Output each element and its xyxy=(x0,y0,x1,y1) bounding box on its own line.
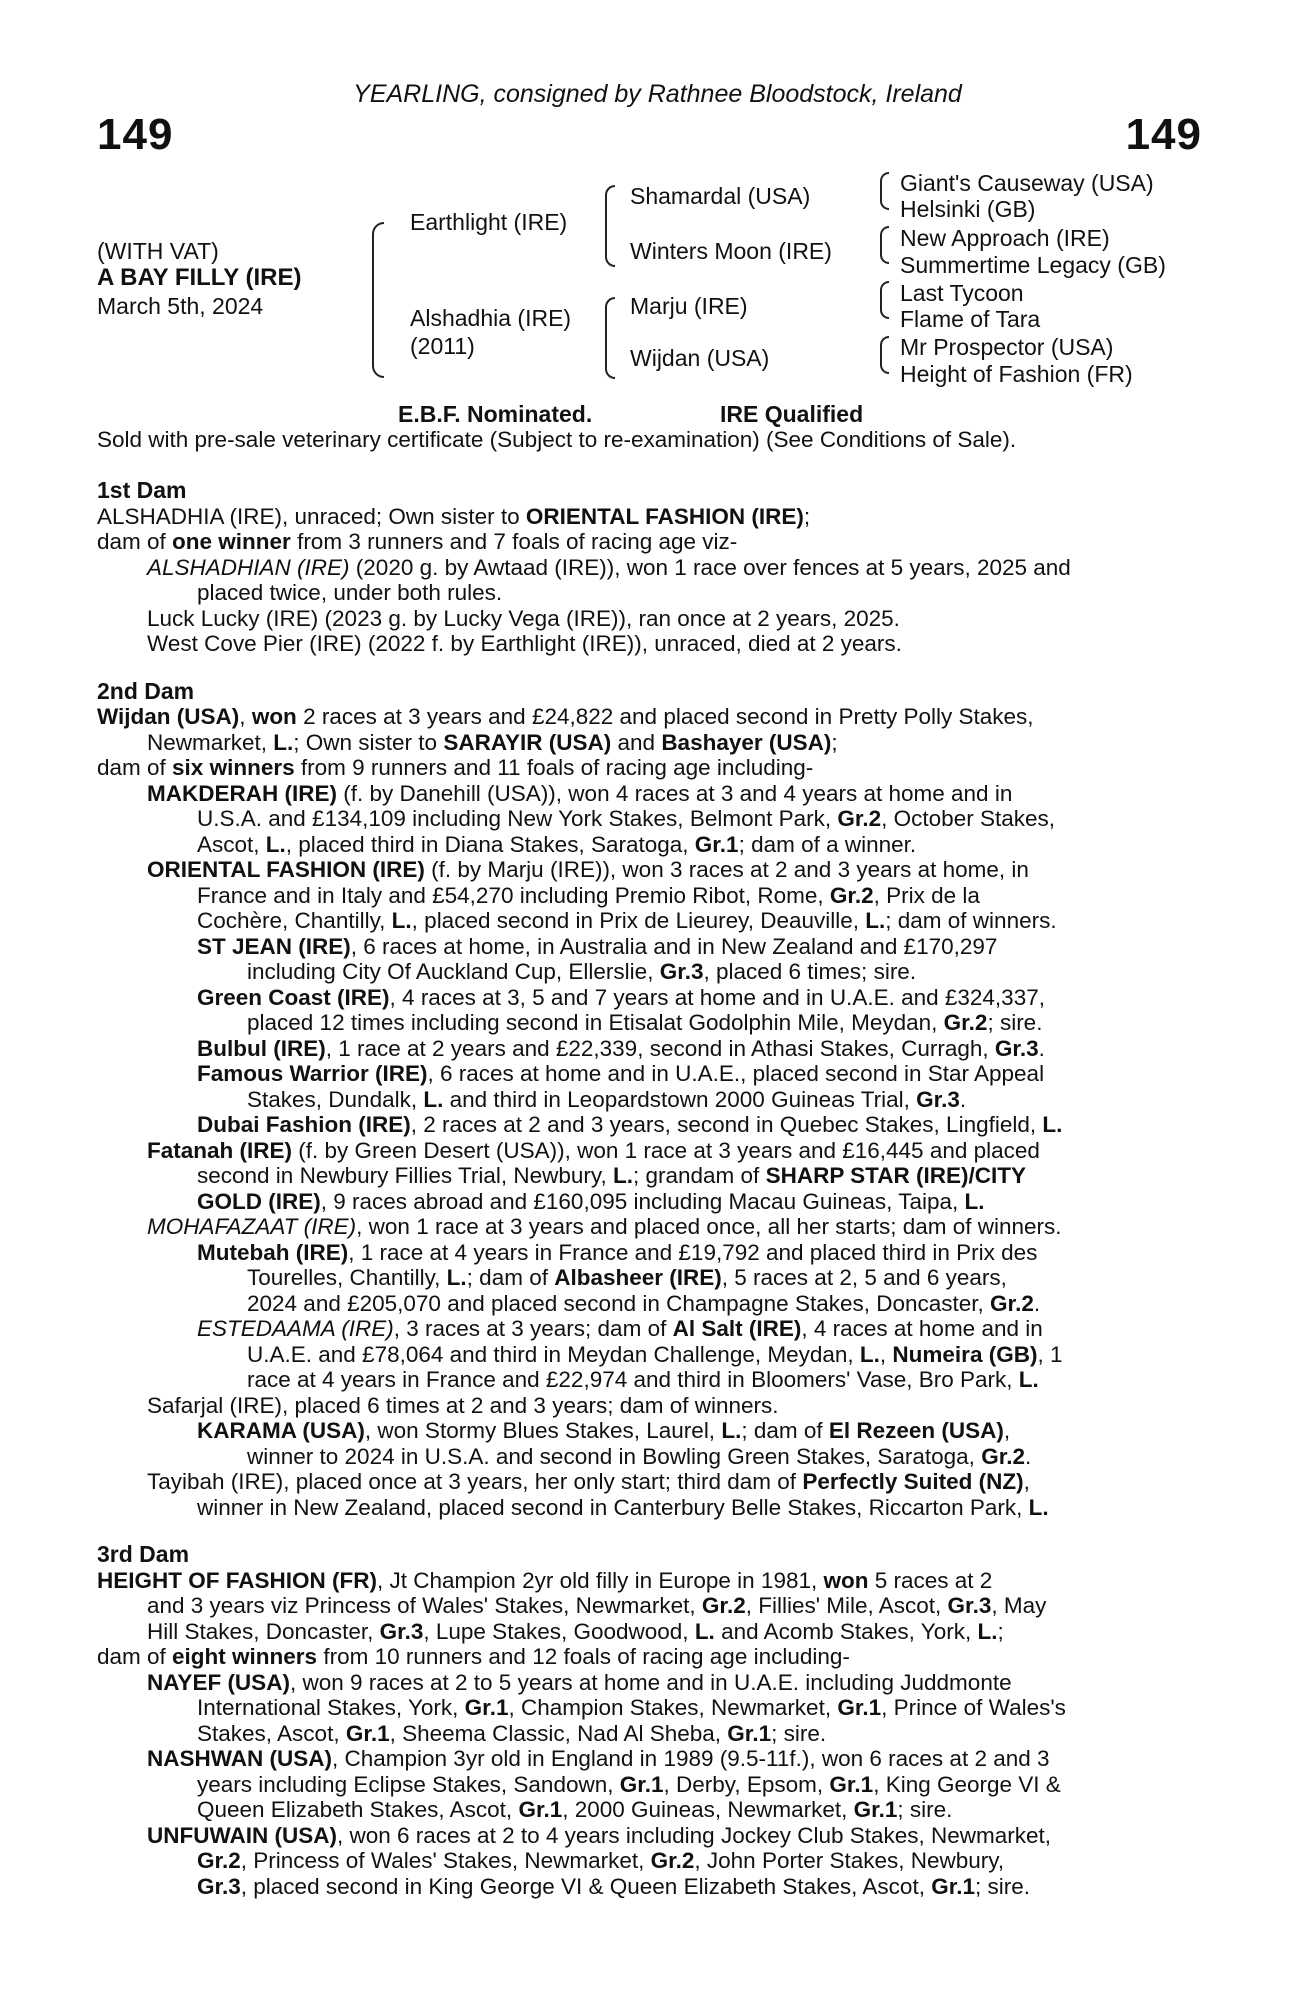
second-dam-line: Bulbul (IRE), 1 race at 2 years and £22,339, second in Athasi Stakes, Curragh, Gr.3. xyxy=(197,1035,1045,1061)
lot-number-left: 149 xyxy=(97,110,174,159)
dam: Alshadhia (IRE) xyxy=(410,305,572,331)
second-dam-line: France and in Italy and £54,270 including Premio Ribot, Rome, Gr.2, Prix de la xyxy=(197,882,980,908)
third-dam-line: Gr.3, placed second in King George VI & Queen Elizabeth Stakes, Ascot, Gr.1; sire. xyxy=(197,1873,1030,1899)
brace-4 xyxy=(880,172,889,210)
second-dam-line: Famous Warrior (IRE), 6 races at home and in U.A.E., placed second in Star Appeal xyxy=(197,1061,1045,1086)
brace-7 xyxy=(880,336,889,374)
ss-dam: Helsinki (GB) xyxy=(900,196,1036,222)
first-dam-line: ALSHADHIA (IRE), unraced; Own sister to ORIENTAL FASHION (IRE); xyxy=(97,503,811,529)
brace-2 xyxy=(605,185,615,267)
first-dam-line: Luck Lucky (IRE) (2023 g. by Lucky Vega (IRE)), ran once at 2 years, 2025. xyxy=(147,605,900,631)
second-dam-line: race at 4 years in France and £22,974 and third in Bloomers' Vase, Bro Park, L. xyxy=(247,1367,1039,1392)
second-dam-line: MOHAFAZAAT (IRE), won 1 race at 3 years and placed once, all her starts; dam of winners. xyxy=(147,1214,1062,1239)
second-dam-line: including City Of Auckland Cup, Ellerslie, Gr.3, placed 6 times; sire. xyxy=(247,959,917,984)
third-dam-line: years including Eclipse Stakes, Sandown, Gr.1, Derby, Epsom, Gr.1, King George VI & xyxy=(197,1771,1061,1797)
second-dam-line: KARAMA (USA), won Stormy Blues Stakes, Laurel, L.; dam of El Rezeen (USA), xyxy=(197,1418,1011,1443)
second-dam-line: ST JEAN (IRE), 6 races at home, in Australia and in New Zealand and £170,297 xyxy=(197,933,998,959)
brace-3 xyxy=(605,297,615,379)
second-dam-line: Cochère, Chantilly, L., placed second in Prix de Lieurey, Deauville, L.; dam of winners. xyxy=(197,908,1057,933)
third-dam-line: Gr.2, Princess of Wales' Stakes, Newmarket, Gr.2, John Porter Stakes, Newbury, xyxy=(197,1848,1005,1873)
second-dam-heading: 2nd Dam xyxy=(97,677,195,704)
third-dam-line: International Stakes, York, Gr.1, Champion Stakes, Newmarket, Gr.1, Prince of Wales's xyxy=(197,1695,1066,1720)
first-dam-line: dam of one winner from 3 runners and 7 foals of racing age viz- xyxy=(97,529,738,554)
lot-number-right: 149 xyxy=(1125,110,1202,159)
first-dam-line: West Cove Pier (IRE) (2022 f. by Earthlight (IRE)), unraced, died at 2 years. xyxy=(147,631,902,656)
second-dam-line: Mutebah (IRE), 1 race at 4 years in France and £19,792 and placed third in Prix des xyxy=(197,1239,1038,1265)
second-dam-line: MAKDERAH (IRE) (f. by Danehill (USA)), won 4 races at 3 and 4 years at home and in xyxy=(147,780,1013,806)
second-dam-line: GOLD (IRE), 9 races abroad and £160,095 including Macau Guineas, Taipa, L. xyxy=(197,1188,985,1214)
second-dam-line: placed 12 times including second in Etisalat Godolphin Mile, Meydan, Gr.2; sire. xyxy=(247,1010,1043,1035)
third-dam-line: Hill Stakes, Doncaster, Gr.3, Lupe Stakes, Goodwood, L. and Acomb Stakes, York, L.; xyxy=(147,1618,1004,1644)
sd-sire: New Approach (IRE) xyxy=(900,225,1110,251)
brace-6 xyxy=(880,281,889,319)
vat-note: (WITH VAT) xyxy=(97,238,219,264)
second-dam-line: U.S.A. and £134,109 including New York Stakes, Belmont Park, Gr.2, October Stakes, xyxy=(197,806,1055,831)
first-dam-heading: 1st Dam xyxy=(97,477,187,503)
second-dam-line: Dubai Fashion (IRE), 2 races at 2 and 3 years, second in Quebec Stakes, Lingfield, L. xyxy=(197,1112,1063,1137)
third-dam-line: Stakes, Ascot, Gr.1, Sheema Classic, Nad Al Sheba, Gr.1; sire. xyxy=(197,1720,827,1746)
second-dam-line: 2024 and £205,070 and placed second in Champagne Stakes, Doncaster, Gr.2. xyxy=(247,1290,1041,1316)
second-dam-line: Green Coast (IRE), 4 races at 3, 5 and 7 years at home and in U.A.E. and £324,337, xyxy=(197,984,1045,1010)
brace-1 xyxy=(372,222,384,378)
catalogue-body xyxy=(97,478,1207,1899)
horse-name: A BAY FILLY (IRE) xyxy=(97,264,302,291)
sire-dam: Winters Moon (IRE) xyxy=(630,238,832,264)
second-dam-line: Tayibah (IRE), placed once at 3 years, her only start; third dam of Perfectly Suited (NZ), xyxy=(147,1469,1030,1494)
second-dam-line: ESTEDAAMA (IRE), 3 races at 3 years; dam of Al Salt (IRE), 4 races at home and in xyxy=(197,1316,1043,1341)
second-dam-line: Wijdan (USA), won 2 races at 3 years and £24,822 and placed second in Pretty Polly Stakes, xyxy=(97,704,1034,729)
brace-5 xyxy=(880,226,889,264)
third-dam-line: dam of eight winners from 10 runners and 12 foals of racing age including- xyxy=(97,1644,850,1669)
third-dam-heading: 3rd Dam xyxy=(97,1541,190,1567)
second-dam-line: Tourelles, Chantilly, L.; dam of Albasheer (IRE), 5 races at 2, 5 and 6 years, xyxy=(247,1265,1007,1290)
third-dam-line: UNFUWAIN (USA), won 6 races at 2 to 4 years including Jockey Club Stakes, Newmarket, xyxy=(147,1822,1052,1848)
dam-dam: Wijdan (USA) xyxy=(630,345,770,371)
ire-note: IRE Qualified xyxy=(720,401,864,427)
ds-sire: Last Tycoon xyxy=(900,280,1024,306)
second-dam-line: second in Newbury Fillies Trial, Newbury, L.; grandam of SHARP STAR (IRE)/CITY xyxy=(197,1163,1026,1188)
second-dam-line: Stakes, Dundalk, L. and third in Leopardstown 2000 Guineas Trial, Gr.3. xyxy=(247,1086,967,1112)
sd-dam: Summertime Legacy (GB) xyxy=(900,252,1166,278)
ebf-note: E.B.F. Nominated. xyxy=(398,401,593,427)
dd-sire: Mr Prospector (USA) xyxy=(900,334,1114,360)
second-dam-line: winner in New Zealand, placed second in Canterbury Belle Stakes, Riccarton Park, L. xyxy=(197,1494,1049,1520)
second-dam-line: Safarjal (IRE), placed 6 times at 2 and 3 years; dam of winners. xyxy=(147,1392,779,1418)
sire-sire: Shamardal (USA) xyxy=(630,183,811,209)
third-dam-line: and 3 years viz Princess of Wales' Stakes, Newmarket, Gr.2, Fillies' Mile, Ascot, Gr.3, May xyxy=(147,1593,1047,1618)
third-dam-line: Queen Elizabeth Stakes, Ascot, Gr.1, 2000 Guineas, Newmarket, Gr.1; sire. xyxy=(197,1797,953,1822)
first-dam-line: placed twice, under both rules. xyxy=(197,580,503,605)
vet-note: Sold with pre-sale veterinary certificate (Subject to re-examination) (See Conditions of Sale). xyxy=(97,427,1017,452)
first-dam-line: ALSHADHIAN (IRE) (2020 g. by Awtaad (IRE)), won 1 race over fences at 5 years, 2025 and xyxy=(147,554,1071,580)
sire: Earthlight (IRE) xyxy=(410,209,568,235)
second-dam-line: winner to 2024 in U.S.A. and second in Bowling Green Stakes, Saratoga, Gr.2. xyxy=(247,1443,1032,1469)
ss-sire: Giant's Causeway (USA) xyxy=(900,170,1154,196)
second-dam-line: ORIENTAL FASHION (IRE) (f. by Marju (IRE)), won 3 races at 2 and 3 years at home, in xyxy=(147,857,1029,882)
ds-dam: Flame of Tara xyxy=(900,306,1041,332)
second-dam-line: Fatanah (IRE) (f. by Green Desert (USA)), won 1 race at 3 years and £16,445 and placed xyxy=(147,1137,1040,1163)
second-dam-line: U.A.E. and £78,064 and third in Meydan Challenge, Meydan, L., Numeira (GB), 1 xyxy=(247,1341,1063,1367)
second-dam-line: Ascot, L., placed third in Diana Stakes, Saratoga, Gr.1; dam of a winner. xyxy=(197,831,917,857)
second-dam-line: dam of six winners from 9 runners and 11 foals of racing age including- xyxy=(97,755,814,780)
third-dam-line: HEIGHT OF FASHION (FR), Jt Champion 2yr old filly in Europe in 1981, won 5 races at 2 xyxy=(97,1567,993,1593)
third-dam-line: NAYEF (USA), won 9 races at 2 to 5 years at home and in U.A.E. including Juddmonte xyxy=(147,1669,1012,1695)
consignor-line: YEARLING, consigned by Rathnee Bloodstock, Ireland xyxy=(353,80,962,108)
third-dam-line: NASHWAN (USA), Champion 3yr old in England in 1989 (9.5-11f.), won 6 races at 2 and 3 xyxy=(147,1746,1050,1771)
foaling-date: March 5th, 2024 xyxy=(97,293,264,319)
dd-dam: Height of Fashion (FR) xyxy=(900,361,1133,387)
dam-year: (2011) xyxy=(410,333,475,359)
second-dam-line: Newmarket, L.; Own sister to SARAYIR (USA) and Bashayer (USA); xyxy=(147,729,838,755)
dam-sire: Marju (IRE) xyxy=(630,293,748,319)
